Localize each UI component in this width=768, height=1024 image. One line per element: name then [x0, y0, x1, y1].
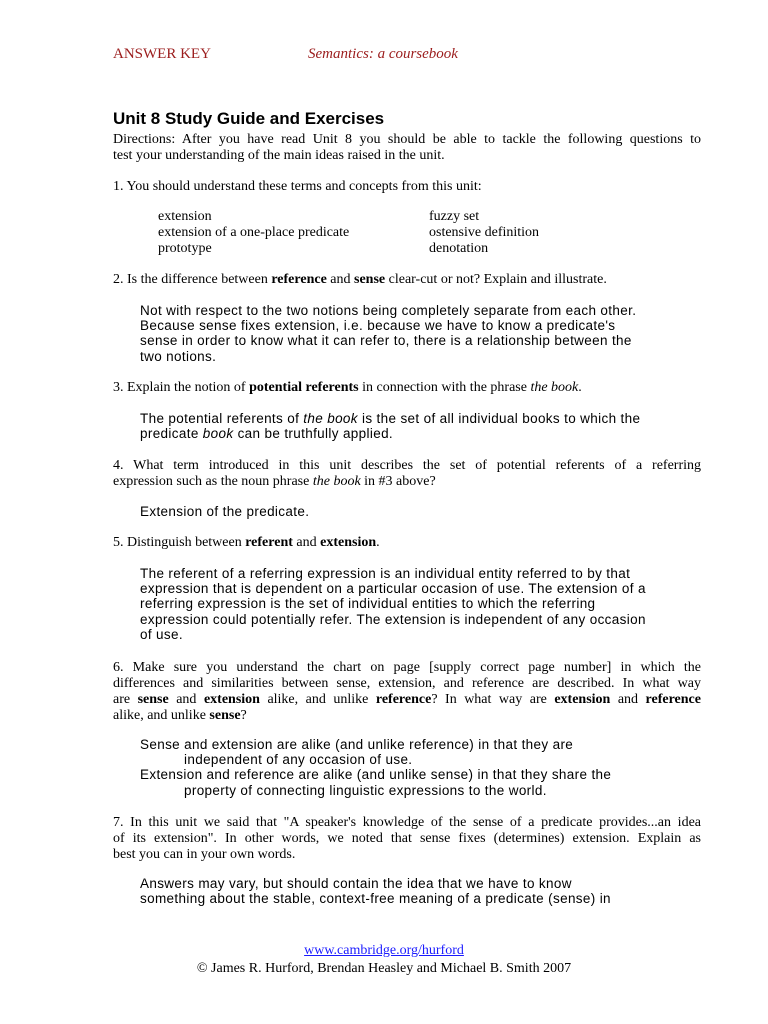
answer-text: is the set of all individual books to which the: [357, 411, 641, 426]
term-item: prototype: [158, 241, 212, 256]
answer-line: Not with respect to the two notions being completely separate from each other.: [140, 303, 637, 318]
answer-line: something about the stable, context-free meaning of a predicate (sense) in: [140, 891, 611, 907]
q6-text: are: [113, 692, 138, 707]
answer-line: Extension and reference are alike (and unlike sense) in that they share the: [140, 767, 612, 783]
q7-line-2: of its extension". In other words, we noted that sense fixes (determines) extension. Explain as: [113, 831, 701, 846]
question-4: [113, 458, 701, 490]
question-3: [113, 380, 582, 396]
q6-text: and: [610, 692, 646, 707]
answer-7: [140, 876, 700, 906]
question-1: 1. You should understand these terms and concepts from this unit:: [113, 179, 482, 194]
answer-line: Answers may vary, but should contain the idea that we have to know: [140, 876, 572, 891]
answer-line: expression could potentially refer. The extension is independent of any occasion: [140, 611, 646, 627]
term-item: extension: [158, 209, 212, 224]
answer-5: [140, 566, 700, 642]
answer-text: The potential referents of: [140, 411, 304, 426]
answer-line: expression that is dependent on a particular occasion of use. The extension of a: [140, 581, 646, 597]
answer-line: independent of any occasion of use.: [184, 752, 413, 768]
q5-text: and: [292, 535, 321, 550]
answer-line: two notions.: [140, 348, 217, 364]
q2-bold-reference: reference: [271, 272, 327, 287]
q6-bold: reference: [375, 692, 432, 707]
answer-line: referring expression is the set of individual entities to which the referring: [140, 596, 596, 612]
q6-bold: extension: [554, 692, 611, 707]
q4-text: in #3 above?: [360, 474, 436, 489]
q4-italic-phrase: the book: [312, 474, 361, 489]
answer-italic: book: [202, 426, 234, 442]
q4-line-2: [113, 474, 701, 490]
q6-text: alike, and unlike: [113, 708, 210, 723]
q2-text: and: [326, 272, 355, 287]
directions-line-1: Directions: After you have read Unit 8 you should be able to tackle the following questions to: [113, 132, 701, 147]
answer-text: can be truthfully applied.: [233, 426, 394, 442]
cambridge-link[interactable]: www.cambridge.org/hurford: [304, 943, 464, 958]
question-6: [113, 660, 701, 724]
q3-text: in connection with the phrase: [358, 380, 531, 395]
answer-2: [140, 303, 700, 364]
answer-line: [140, 426, 700, 441]
answer-line: sense in order to know what it can refer to, there is a relationship between the: [140, 333, 632, 349]
q5-text: 5. Distinguish between: [113, 535, 246, 550]
q4-line-1: 4. What term introduced in this unit describes the set of potential referents of a referring: [113, 458, 701, 473]
answer-3: [140, 411, 700, 441]
directions: [113, 132, 701, 164]
question-2: [113, 272, 607, 288]
q5-bold-extension: extension: [320, 535, 377, 550]
answer-line: of use.: [140, 626, 183, 642]
answer-line: [140, 411, 700, 426]
term-item: fuzzy set: [429, 209, 480, 224]
q6-text: ?: [240, 708, 247, 723]
answer-key-label: ANSWER KEY: [113, 46, 211, 62]
q4-text: expression such as the noun phrase: [113, 474, 313, 489]
q5-text: .: [376, 535, 380, 550]
term-item: denotation: [429, 241, 489, 256]
terms-list-right: [429, 209, 539, 257]
q6-line-3: [113, 692, 701, 708]
answer-line: Because sense fixes extension, i.e. because we have to know a predicate's: [140, 318, 616, 334]
question-5: [113, 535, 380, 551]
answer-4: [140, 504, 700, 519]
answer-italic: the book: [303, 411, 358, 426]
q7-line-3: best you can in your own words.: [113, 847, 296, 862]
q2-text: clear-cut or not? Explain and illustrate.: [385, 272, 607, 287]
q6-bold: sense: [137, 692, 169, 707]
q2-text: 2. Is the difference between: [113, 272, 272, 287]
copyright: © James R. Hurford, Brendan Heasley and Michael B. Smith 2007: [196, 961, 572, 976]
q5-bold-referent: referent: [245, 535, 293, 550]
answer-6: [140, 737, 700, 798]
book-title: Semantics: a coursebook: [308, 46, 458, 62]
answer-line: property of connecting linguistic expressions to the world.: [184, 782, 547, 798]
q3-text: .: [578, 380, 582, 395]
q6-bold: sense: [209, 708, 241, 723]
answer-line: Sense and extension are alike (and unlike reference) in that they are: [140, 737, 574, 752]
q6-line-2: differences and similarities between sense, extension, and reference are described. In what way: [113, 676, 701, 691]
terms-list-left: [158, 209, 349, 257]
directions-line-2: test your understanding of the main ideas raised in the unit.: [113, 148, 445, 163]
answer-line: The referent of a referring expression is an individual entity referred to by that: [140, 566, 631, 581]
q7-line-1: 7. In this unit we said that "A speaker's knowledge of the sense of a predicate provides...an idea: [113, 815, 701, 830]
q6-bold: extension: [203, 692, 260, 707]
page-title: Unit 8 Study Guide and Exercises: [113, 109, 385, 128]
q3-text: 3. Explain the notion of: [113, 380, 250, 395]
q3-italic-phrase: the book: [530, 380, 579, 395]
q6-line-1: 6. Make sure you understand the chart on page [supply correct page number] in which the: [113, 660, 701, 675]
footer-link-row: [0, 943, 768, 959]
term-item: extension of a one-place predicate: [158, 225, 350, 240]
q6-text: alike, and unlike: [259, 692, 376, 707]
q6-text: and: [168, 692, 204, 707]
term-item: ostensive definition: [429, 225, 540, 240]
question-7: [113, 815, 701, 863]
q6-line-4: [113, 708, 701, 724]
answer-line: Extension of the predicate.: [140, 504, 310, 519]
q6-bold: reference: [645, 692, 701, 707]
q6-text: ? In what way are: [431, 692, 555, 707]
answer-text: predicate: [140, 426, 203, 442]
q3-bold-term: potential referents: [249, 380, 359, 395]
q2-bold-sense: sense: [354, 272, 386, 287]
